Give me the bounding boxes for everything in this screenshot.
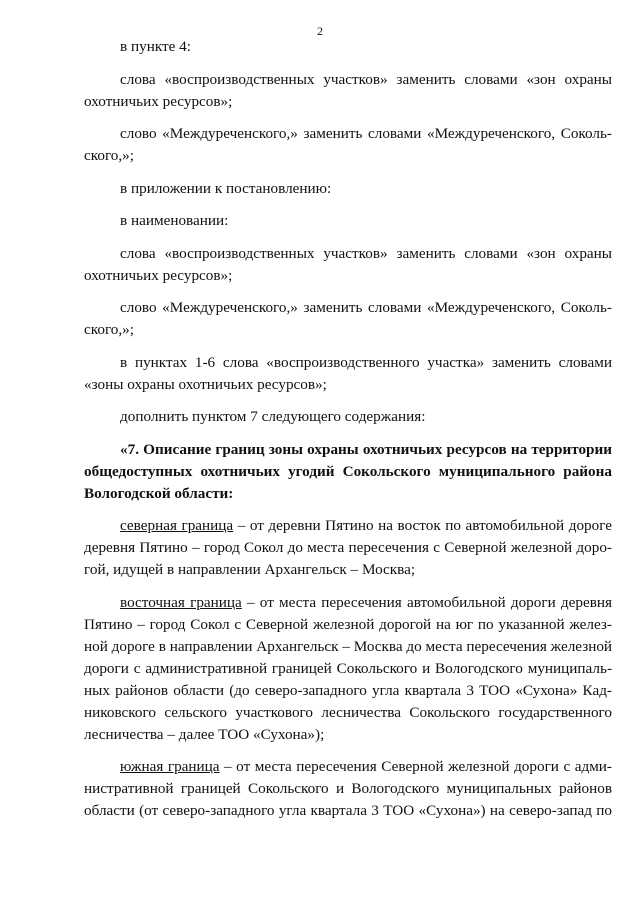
boundary-line [84,515,612,537]
boundary-line: нистративной границей Сокольского и Вологодского муниципальных районов [84,780,612,797]
paragraph-line: в пунктах 1-6 слова «воспроизводственного участка» заменить словами [120,353,612,371]
paragraph-text: в пункте 4: [120,38,191,55]
heading-line: «7. Описание границ зоны охраны охотничьих ресурсов на территории [120,440,612,458]
section-heading-item-7 [84,439,612,505]
boundary-line: ных районов области (до северо-западного угла квартала 3 ТОО «Сухона» Кад- [84,681,612,699]
paragraph-title-section [84,210,612,232]
boundary-line: области (от северо-западного угла квартала 3 ТОО «Сухона») на северо-запад по [84,802,612,819]
boundary-line: лесничества – далее ТОО «Сухона»); [84,725,325,743]
boundary-label-north: северная граница [120,517,234,534]
boundary-line: ной дороге в направлении Архангельск – Москва до места пересечения железной [84,637,613,655]
boundary-line: гой, идущей в направлении Архангельск – Москва; [84,561,416,578]
paragraph-item-4 [84,36,612,58]
paragraph-add-item-7 [84,406,612,428]
paragraph-line: слова «воспроизводственных участков» заменить словами «зон охраны [120,244,612,262]
paragraph-line: «зоны охраны охотничьих ресурсов»; [84,375,327,393]
paragraph-replace-words-2 [84,243,612,287]
paragraph-line: слова «воспроизводственных участков» заменить словами «зон охраны [120,70,612,88]
paragraph-line: охотничьих ресурсов»; [84,266,233,284]
document-body [84,36,612,822]
paragraph-line: слово «Междуреченского,» заменить словами «Междуреченского, Соколь- [120,125,612,142]
boundary-north [84,515,612,581]
paragraph-appendix [84,178,612,200]
paragraph-text: в наименовании: [120,212,229,229]
paragraph-replace-word-1 [84,123,612,167]
boundary-line: никовского сельского участкового лесничества Сокольского государственного [84,703,612,721]
page-number: 2 [317,24,323,38]
paragraph-line: слово «Междуреченского,» заменить словами «Междуреченского, Соколь- [120,299,612,316]
boundary-text: – от деревни Пятино на восток по автомобильной дороге [233,517,612,534]
paragraph-replace-words-1 [84,69,612,113]
paragraph-text: в приложении к постановлению: [120,179,332,197]
boundary-east [84,592,612,746]
boundary-line: дороги с административной границей Сокольского и Вологодского муниципаль- [84,659,612,677]
boundary-label-south: южная граница [120,758,220,775]
paragraph-line: ского,»; [84,321,134,338]
paragraph-items-1-6 [84,352,612,396]
paragraph-replace-word-2 [84,297,612,341]
boundary-text: – от места пересечения Северной железной дороги с адми- [219,758,612,775]
paragraph-line: ского,»; [84,147,134,164]
boundary-label-east: восточная граница [120,593,242,611]
boundary-text: – от места пересечения автомобильной дороги деревня [241,593,612,611]
boundary-south [84,756,612,822]
paragraph-line: охотничьих ресурсов»; [84,92,233,110]
heading-line: Вологодской области: [84,484,234,502]
boundary-line: деревня Пятино – город Сокол до места пересечения с Северной железной доро- [84,539,612,556]
boundary-line [84,592,612,614]
boundary-line: Пятино – город Сокол с Северной железной дорогой на юг по указанной желез- [84,615,612,633]
heading-line: общедоступных охотничьих угодий Сокольского муниципального района [84,462,612,480]
paragraph-text: дополнить пунктом 7 следующего содержания: [120,408,426,425]
boundary-line [84,756,612,778]
